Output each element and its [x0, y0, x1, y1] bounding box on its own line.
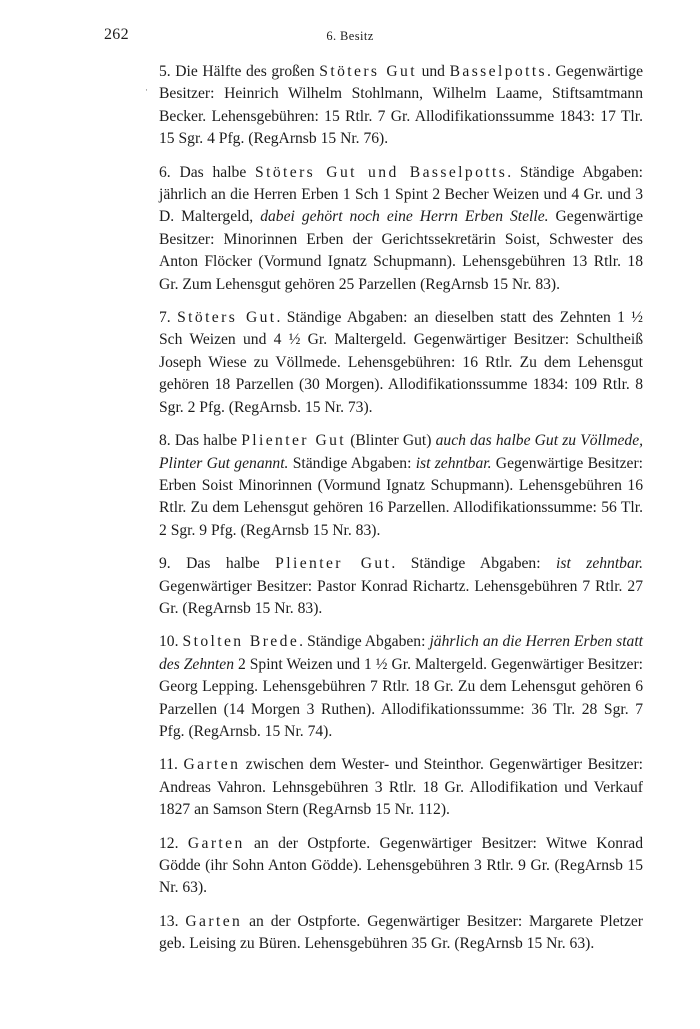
page-number: 262: [104, 26, 129, 43]
entry-6: [159, 162, 643, 296]
entry-text: Gegenwärtiger Besitzer: Pastor Konrad Richartz. Lehensgebühren 7 Rtlr. 27 Gr. (RegArnsb 15 Nr. 83).: [159, 577, 643, 617]
entry-text: . Ständige Abgaben: an dieselben statt des Zehnten 1 ½ Sch Weizen und 4 ½ Gr. Maltergeld. Gegenwärtiger Besitzer: Schultheiß Joseph Wiese zu Völlmede. Lehensgebühren: 16 Rtlr. Zu dem Lehensgut gehören 18 Parzellen (30 Morgen). Allodifikationssumme 1834: 109 Rtlr. 8 Sgr. 2 Pfg. (RegArnsb. 15 Nr. 73).: [159, 309, 644, 416]
entry-text: 11.: [159, 756, 184, 774]
entry-text: 12.: [159, 834, 188, 852]
italic-quote: dabei gehört noch eine Herrn Erben Stelle.: [260, 208, 549, 226]
italic-quote: auch das halbe Gut zu Völlmede, Plinter Gut genannt.: [159, 432, 644, 472]
margin-mark: ·: [145, 85, 148, 95]
italic-quote: ist zehntbar.: [556, 555, 644, 573]
entry-text: Gegenwärtige Besitzer: Minorinnen Erben der Gerichtssekretärin Soist, Schwester des Anton Flöcker (Vormund Ignatz Schupmann). Lehensgebühren 13 Rtlr. 18 Gr. Zum Lehensgut gehören 25 Parzellen (RegArnsb 15 Nr. 83).: [159, 208, 643, 293]
estate-name: Garten: [187, 834, 245, 852]
entry-text: . Ständige Abgaben:: [391, 555, 557, 573]
entry-text: an der Ostpforte. Gegenwärtiger Besitzer: Witwe Konrad Gödde (ihr Sohn Anton Gödde). Lehensgebühren 3 Rtlr. 9 Gr. (RegArnsb 15 Nr. 63).: [159, 834, 643, 897]
entry-text: und: [416, 63, 450, 80]
entry-text: . Ständige Abgaben:: [299, 633, 430, 651]
entry-text: an der Ostpforte. Gegenwärtiger Besitzer: Margarete Pletzer geb. Leising zu Büren. Lehensgebühren 35 Gr. (RegArnsb 15 Nr. 63).: [159, 912, 643, 953]
entry-12: [159, 833, 643, 900]
estate-name: Stöters Gut: [177, 309, 277, 327]
entry-text: zwischen dem Wester- und Steinthor. Gegenwärtiger Besitzer: Andreas Vahron. Lehnsgebühren 3 Rtlr. 18 Gr. Allodifikation und Verkauf 1827 an Samson Stern (RegArnsb 15 Nr. 112).: [159, 756, 644, 819]
entry-text: (Blinter Gut): [346, 432, 436, 450]
italic-quote: ist zehntbar.: [415, 454, 492, 472]
entry-7: [159, 307, 643, 419]
entry-text: 2 Spint Weizen und 1 ½ Gr. Maltergeld. Gegenwärtiger Besitzer: Georg Lepping. Lehensgebühren 7 Rtlr. 18 Gr. Zu dem Lehensgut gehören 6 Parzellen (14 Morgen 3 Ruthen). Allodifikationssumme: 36 Tlr. 28 Sgr. 7 Pfg. (RegArnsb. 15 Nr. 74).: [159, 655, 643, 740]
entry-text: 5. Die Hälfte des großen: [159, 63, 320, 80]
entry-text: 8. Das halbe: [159, 432, 242, 450]
entry-text: . Ständige Abgaben: jährlich an die Herren Erben 1 Sch 1 Spint 2 Becher Weizen und 4 Gr. und 3 D. Maltergeld,: [159, 163, 644, 226]
entry-5: [159, 61, 643, 151]
entry-text: 10.: [159, 633, 183, 651]
document-body: [159, 61, 643, 967]
estate-name: Stöters Gut: [319, 63, 417, 80]
entry-text: 13.: [159, 912, 186, 930]
estate-name: Basselpotts: [449, 63, 548, 80]
entry-text: Gegenwärtige Besitzer: Erben Soist Minorinnen (Vormund Ignatz Schupmann). Lehensgebühren 16 Rtlr. Zu dem Lehensgut gehören 16 Parzellen. Allodifikationssumme: 56 Tlr. 2 Sgr. 9 Pfg. (RegArnsb 15 Nr. 83).: [159, 454, 643, 539]
entry-10: [159, 631, 643, 743]
estate-name: Stolten Brede: [182, 633, 300, 651]
entry-text: 7.: [159, 309, 178, 327]
entry-text: 9. Das halbe: [159, 555, 276, 573]
entry-text: . Gegenwärtige Besitzer: Heinrich Wilhelm Stohlmann, Wilhelm Laame, Stiftsamtmann Becker. Lehensgebühren: 15 Rtlr. 7 Gr. Allodifikationssumme 1843: 17 Tlr. 15 Sgr. 4 Pfg. (RegArnsb 15 Nr. 76).: [159, 63, 643, 148]
estate-name: Plienter Gut: [241, 432, 347, 450]
running-head: 6. Besitz: [326, 29, 374, 43]
entry-text: Ständige Abgaben:: [288, 454, 416, 472]
entry-13: [159, 911, 643, 956]
estate-name: Garten: [183, 756, 241, 774]
entry-9: [159, 553, 643, 620]
estate-name: Stöters Gut und Basselpotts: [255, 163, 508, 181]
italic-quote: jährlich an die Herren Erben statt des Zehnten: [159, 633, 643, 673]
entry-8: [159, 430, 643, 542]
estate-name: Plienter Gut: [275, 555, 392, 573]
entry-text: 6. Das halbe: [159, 163, 256, 181]
estate-name: Garten: [185, 912, 243, 930]
entry-11: [159, 754, 643, 821]
